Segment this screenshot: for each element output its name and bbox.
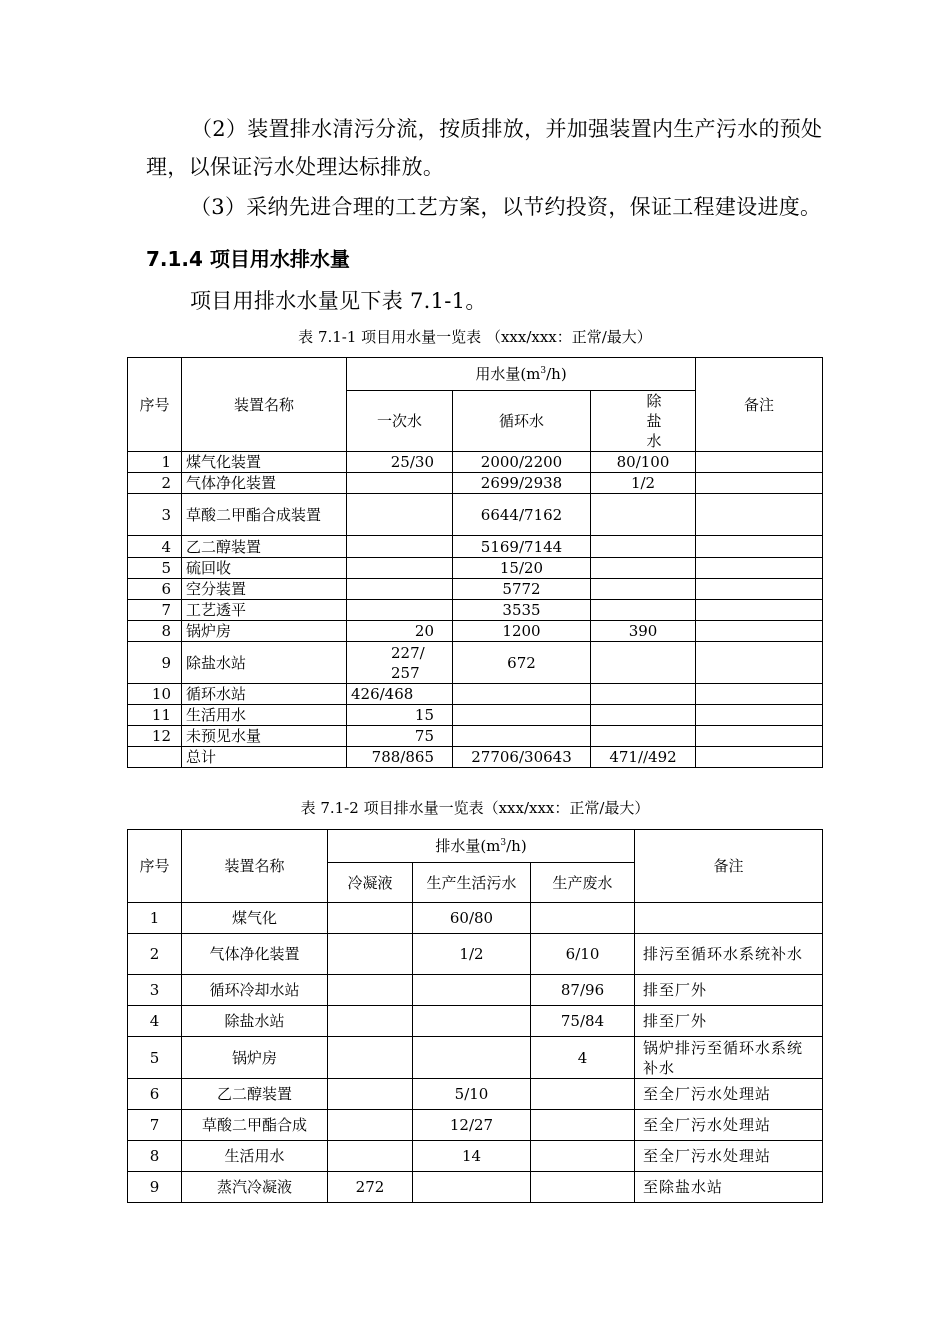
water-use-table — [127, 357, 823, 768]
t2-cell-remarks: 排至厂外 — [635, 1006, 823, 1037]
t2-cell-domestic: 14 — [413, 1141, 531, 1172]
t1-cell-remarks — [696, 600, 823, 621]
table-row — [128, 536, 823, 558]
t1-cell-seq: 3 — [128, 494, 182, 536]
table-row — [128, 621, 823, 642]
t1-cell-seq — [128, 747, 182, 768]
t2-header-waste: 生产废水 — [531, 863, 635, 903]
t1-cell-circulating: 5169/7144 — [453, 536, 591, 558]
t1-header-name: 装置名称 — [182, 358, 347, 452]
table-row — [128, 473, 823, 494]
t1-cell-desalted — [591, 558, 696, 579]
t2-cell-condensate — [328, 1006, 413, 1037]
t1-cell-seq: 7 — [128, 600, 182, 621]
t1-cell-remarks — [696, 579, 823, 600]
t1-cell-circulating: 3535 — [453, 600, 591, 621]
t1-cell-circulating: 672 — [453, 642, 591, 684]
t2-cell-seq: 3 — [128, 975, 182, 1006]
t1-cell-desalted — [591, 579, 696, 600]
t1-cell-primary: 25/30 — [347, 452, 453, 473]
t2-cell-remarks: 至除盐水站 — [635, 1172, 823, 1203]
t1-cell-circulating: 1200 — [453, 621, 591, 642]
t1-cell-remarks — [696, 452, 823, 473]
t2-cell-domestic: 1/2 — [413, 934, 531, 975]
t1-cell-remarks — [696, 747, 823, 768]
t1-cell-seq: 8 — [128, 621, 182, 642]
paragraph-process: （3）采纳先进合理的工艺方案，以节约投资，保证工程建设进度。 — [190, 195, 822, 219]
t2-cell-condensate: 272 — [328, 1172, 413, 1203]
t1-cell-desalted — [591, 642, 696, 684]
t1-cell-circulating: 27706/30643 — [453, 747, 591, 768]
t1-cell-remarks — [696, 684, 823, 705]
table2-caption: 表 7.1-2 项目排水量一览表（xxx/xxx：正常/最大） — [300, 799, 650, 817]
t1-cell-name: 除盐水站 — [182, 642, 347, 684]
t1-cell-primary: 20 — [347, 621, 453, 642]
t2-cell-waste — [531, 1141, 635, 1172]
t1-header-remarks: 备注 — [696, 358, 823, 452]
t1-cell-name: 未预见水量 — [182, 726, 347, 747]
t2-cell-seq: 6 — [128, 1079, 182, 1110]
t1-cell-desalted — [591, 726, 696, 747]
t2-cell-waste: 75/84 — [531, 1006, 635, 1037]
t1-cell-name: 空分装置 — [182, 579, 347, 600]
t1-cell-primary — [347, 473, 453, 494]
t2-cell-seq: 8 — [128, 1141, 182, 1172]
t1-cell-remarks — [696, 726, 823, 747]
t1-cell-name: 草酸二甲酯合成装置 — [182, 494, 347, 536]
t2-cell-name: 气体净化装置 — [182, 934, 328, 975]
t1-cell-desalted: 80/100 — [591, 452, 696, 473]
t1-cell-remarks — [696, 705, 823, 726]
t1-cell-desalted: 1/2 — [591, 473, 696, 494]
t2-cell-waste: 4 — [531, 1037, 635, 1079]
t2-cell-domestic — [413, 975, 531, 1006]
t1-cell-name: 硫回收 — [182, 558, 347, 579]
t2-cell-waste: 87/96 — [531, 975, 635, 1006]
t1-cell-remarks — [696, 536, 823, 558]
t1-cell-circulating: 2000/2200 — [453, 452, 591, 473]
t1-header-circulating: 循环水 — [453, 391, 591, 452]
t1-cell-name: 气体净化装置 — [182, 473, 347, 494]
t1-cell-seq: 4 — [128, 536, 182, 558]
t1-header-group: 用水量$(m^3/h)$ — [347, 358, 696, 391]
t1-cell-remarks — [696, 473, 823, 494]
t1-header-primary: 一次水 — [347, 391, 453, 452]
t1-cell-circulating: 6644/7162 — [453, 494, 591, 536]
t1-cell-primary: 15 — [347, 705, 453, 726]
t2-cell-condensate — [328, 975, 413, 1006]
t2-cell-remarks: 至全厂污水处理站 — [635, 1141, 823, 1172]
t1-cell-name: 锅炉房 — [182, 621, 347, 642]
t1-cell-seq: 9 — [128, 642, 182, 684]
t1-cell-name: 乙二醇装置 — [182, 536, 347, 558]
t2-cell-name: 草酸二甲酯合成 — [182, 1110, 328, 1141]
t1-cell-primary — [347, 494, 453, 536]
table-row — [128, 747, 823, 768]
t2-cell-domestic: 5/10 — [413, 1079, 531, 1110]
t2-cell-remarks: 至全厂污水处理站 — [635, 1110, 823, 1141]
t1-cell-circulating: 2699/2938 — [453, 473, 591, 494]
t2-cell-remarks: 锅炉排污至循环水系统补水 — [635, 1037, 823, 1079]
table-row — [128, 1141, 823, 1172]
t2-cell-name: 除盐水站 — [182, 1006, 328, 1037]
t2-cell-seq: 1 — [128, 903, 182, 934]
t2-cell-remarks: 排至厂外 — [635, 975, 823, 1006]
t2-cell-name: 循环冷却水站 — [182, 975, 328, 1006]
t1-cell-seq: 11 — [128, 705, 182, 726]
t1-cell-primary — [347, 600, 453, 621]
section-heading: 7.1.4 项目用水排水量 — [146, 247, 350, 271]
t2-cell-waste — [531, 903, 635, 934]
drainage-table — [127, 829, 823, 1203]
table-row — [128, 975, 823, 1006]
paragraph-drainage: （2）装置排水清污分流，按质排放，并加强装置内生产污水的预处理，以保证污水处理达标排放。 — [146, 117, 823, 179]
t1-cell-seq: 6 — [128, 579, 182, 600]
t2-cell-seq: 9 — [128, 1172, 182, 1203]
t1-cell-circulating: 15/20 — [453, 558, 591, 579]
t1-cell-name: 循环水站 — [182, 684, 347, 705]
table-row — [128, 558, 823, 579]
t2-cell-remarks — [635, 903, 823, 934]
t1-cell-circulating — [453, 705, 591, 726]
t1-cell-name: 生活用水 — [182, 705, 347, 726]
t1-header-seq: 序号 — [128, 358, 182, 452]
t2-cell-condensate — [328, 1110, 413, 1141]
t1-cell-circulating — [453, 684, 591, 705]
t2-header-condensate: 冷凝液 — [328, 863, 413, 903]
t2-cell-seq: 2 — [128, 934, 182, 975]
table-row — [128, 934, 823, 975]
table-row — [128, 452, 823, 473]
t2-header-name: 装置名称 — [182, 830, 328, 903]
t1-cell-remarks — [696, 621, 823, 642]
t1-cell-desalted — [591, 684, 696, 705]
t1-cell-circulating — [453, 726, 591, 747]
table-row — [128, 600, 823, 621]
t2-cell-condensate — [328, 1141, 413, 1172]
table-row — [128, 1079, 823, 1110]
t2-cell-name: 生活用水 — [182, 1141, 328, 1172]
t2-cell-remarks: 排污至循环水系统补水 — [635, 934, 823, 975]
t1-cell-circulating: 5772 — [453, 579, 591, 600]
t2-cell-waste — [531, 1172, 635, 1203]
t1-cell-remarks — [696, 494, 823, 536]
t1-cell-seq: 10 — [128, 684, 182, 705]
table-row — [128, 642, 823, 684]
t2-header-seq: 序号 — [128, 830, 182, 903]
table-row — [128, 705, 823, 726]
t1-cell-primary — [347, 536, 453, 558]
t1-cell-primary — [347, 558, 453, 579]
t1-cell-name: 工艺透平 — [182, 600, 347, 621]
table-row — [128, 1110, 823, 1141]
t2-cell-condensate — [328, 934, 413, 975]
t1-cell-name: 总计 — [182, 747, 347, 768]
t2-cell-domestic — [413, 1172, 531, 1203]
t2-cell-name: 蒸汽冷凝液 — [182, 1172, 328, 1203]
t1-cell-primary: 75 — [347, 726, 453, 747]
t2-cell-waste — [531, 1110, 635, 1141]
t1-cell-desalted — [591, 494, 696, 536]
t1-cell-desalted: 390 — [591, 621, 696, 642]
t2-cell-condensate — [328, 1037, 413, 1079]
paragraph-intro: 项目用排水水量见下表 7.1-1。 — [190, 289, 487, 313]
t2-header-remarks: 备注 — [635, 830, 823, 903]
t1-cell-desalted: 471//492 — [591, 747, 696, 768]
table1-caption: 表 7.1-1 项目用水量一览表 （xxx/xxx：正常/最大） — [298, 328, 652, 346]
t2-cell-seq: 5 — [128, 1037, 182, 1079]
table-row — [128, 1006, 823, 1037]
t1-cell-desalted — [591, 600, 696, 621]
table-row — [128, 1037, 823, 1079]
t2-cell-seq: 7 — [128, 1110, 182, 1141]
t1-cell-seq: 5 — [128, 558, 182, 579]
t1-cell-primary: 426/468 — [347, 684, 453, 705]
t1-cell-seq: 1 — [128, 452, 182, 473]
table-row — [128, 1172, 823, 1203]
t1-cell-remarks — [696, 558, 823, 579]
table-row — [128, 684, 823, 705]
t2-cell-waste — [531, 1079, 635, 1110]
t2-cell-name: 锅炉房 — [182, 1037, 328, 1079]
t2-cell-domestic — [413, 1006, 531, 1037]
t2-cell-seq: 4 — [128, 1006, 182, 1037]
t1-cell-primary — [347, 579, 453, 600]
t2-cell-name: 煤气化 — [182, 903, 328, 934]
table-row — [128, 579, 823, 600]
t2-cell-waste: 6/10 — [531, 934, 635, 975]
t1-cell-desalted — [591, 705, 696, 726]
t2-cell-domestic: 12/27 — [413, 1110, 531, 1141]
table-row — [128, 494, 823, 536]
t2-cell-condensate — [328, 1079, 413, 1110]
t2-header-group: 排水量$(m^3/h)$ — [328, 830, 635, 863]
t1-cell-name: 煤气化装置 — [182, 452, 347, 473]
t2-header-domestic: 生产生活污水 — [413, 863, 531, 903]
t2-cell-remarks: 至全厂污水处理站 — [635, 1079, 823, 1110]
t1-cell-remarks — [696, 642, 823, 684]
t2-cell-domestic: 60/80 — [413, 903, 531, 934]
t1-cell-primary: 788/865 — [347, 747, 453, 768]
t1-cell-seq: 2 — [128, 473, 182, 494]
t1-cell-primary: 227/257 — [347, 642, 453, 684]
table-row — [128, 726, 823, 747]
t1-header-desalted: 除盐水 — [591, 391, 696, 452]
t1-cell-desalted — [591, 536, 696, 558]
t2-cell-domestic — [413, 1037, 531, 1079]
table-row — [128, 903, 823, 934]
t2-cell-condensate — [328, 903, 413, 934]
t2-cell-name: 乙二醇装置 — [182, 1079, 328, 1110]
t1-cell-seq: 12 — [128, 726, 182, 747]
